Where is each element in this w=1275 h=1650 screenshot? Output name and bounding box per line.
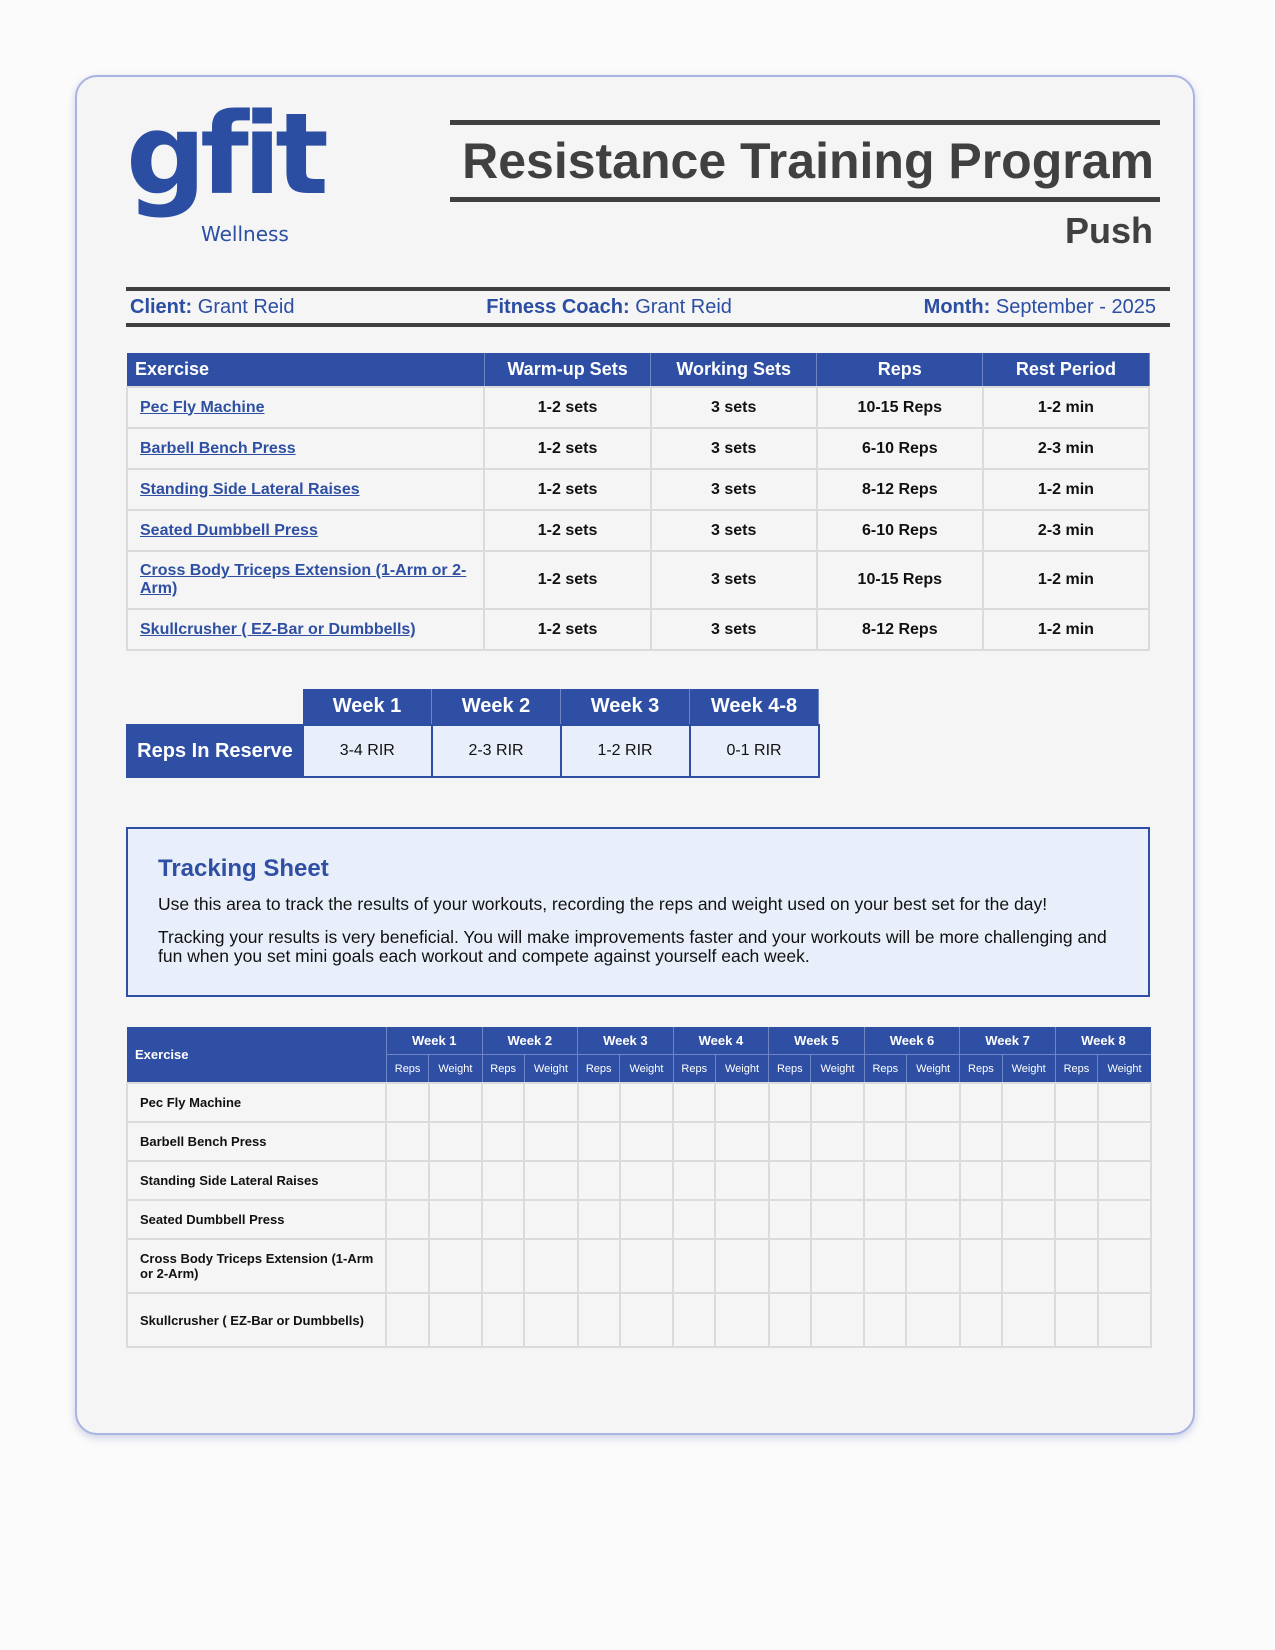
reps-entry-cell[interactable] (960, 1200, 1002, 1239)
weight-entry-cell[interactable] (906, 1293, 959, 1347)
reps-entry-cell[interactable] (578, 1239, 620, 1293)
rest-cell: 1-2 min (983, 469, 1149, 510)
weight-entry-cell[interactable] (906, 1200, 959, 1239)
reps-entry-cell[interactable] (673, 1083, 715, 1122)
reps-entry-cell[interactable] (1055, 1122, 1097, 1161)
table-row (127, 1122, 1151, 1161)
weight-entry-cell[interactable] (715, 1161, 768, 1200)
rir-value: 0-1 RIR (690, 725, 819, 777)
weight-entry-cell[interactable] (620, 1083, 673, 1122)
reps-entry-cell[interactable] (673, 1239, 715, 1293)
weight-entry-cell[interactable] (906, 1239, 959, 1293)
tracking-paragraph-2: Tracking your results is very beneficial. You will make improvements faster and your workouts will be more challenging and fun when you set mini goals each workout and compete against yourself each week. (158, 927, 1107, 966)
warmup-cell: 1-2 sets (484, 609, 650, 650)
exercise-link[interactable]: Barbell Bench Press (140, 439, 296, 457)
weight-subheader: Weight (620, 1055, 673, 1084)
exercise-link[interactable]: Cross Body Triceps Extension (1-Arm or 2-Arm) (140, 562, 467, 597)
log-exercise-name: Skullcrusher ( EZ-Bar or Dumbbells) (127, 1293, 386, 1347)
weight-entry-cell[interactable] (1098, 1239, 1151, 1293)
weight-entry-cell[interactable] (429, 1293, 482, 1347)
col-header-warmup: Warm-up Sets (484, 353, 650, 387)
reps-entry-cell[interactable] (673, 1293, 715, 1347)
reps-entry-cell[interactable] (864, 1122, 906, 1161)
rir-value: 3-4 RIR (303, 725, 432, 777)
rir-header-row (127, 689, 819, 725)
reps-entry-cell[interactable] (482, 1200, 524, 1239)
log-week-header: Week 6 (864, 1027, 960, 1055)
reps-cell: 6-10 Reps (817, 428, 983, 469)
log-week-header: Week 1 (386, 1027, 482, 1055)
table-row (127, 428, 1149, 469)
weight-entry-cell[interactable] (715, 1083, 768, 1122)
coach-info (486, 296, 732, 319)
col-header-rest: Rest Period (983, 353, 1149, 387)
reps-subheader: Reps (673, 1055, 715, 1084)
reps-entry-cell[interactable] (673, 1200, 715, 1239)
reps-entry-cell[interactable] (769, 1293, 811, 1347)
reps-entry-cell[interactable] (1055, 1083, 1097, 1122)
weight-subheader: Weight (429, 1055, 482, 1084)
working-cell: 3 sets (651, 469, 817, 510)
coach-label: Fitness Coach: (486, 295, 630, 318)
log-exercise-header: Exercise (127, 1027, 386, 1083)
tracking-paragraph-1: Use this area to track the results of your workouts, recording the reps and weight used on your best set for the day! (158, 894, 1048, 914)
reps-entry-cell[interactable] (864, 1239, 906, 1293)
logo-subtext: Wellness (201, 222, 289, 246)
rest-cell: 1-2 min (983, 387, 1149, 428)
reps-entry-cell[interactable] (482, 1122, 524, 1161)
gfit-logo (126, 90, 323, 249)
reps-entry-cell[interactable] (578, 1161, 620, 1200)
reps-entry-cell[interactable] (386, 1083, 428, 1122)
weight-entry-cell[interactable] (811, 1161, 864, 1200)
reps-cell: 10-15 Reps (817, 387, 983, 428)
weight-subheader: Weight (715, 1055, 768, 1084)
weight-subheader: Weight (811, 1055, 864, 1084)
reps-cell: 6-10 Reps (817, 510, 983, 551)
rir-week-header: Week 1 (303, 689, 432, 725)
weight-entry-cell[interactable] (1002, 1083, 1055, 1122)
reps-entry-cell[interactable] (1055, 1161, 1097, 1200)
log-week-header: Week 5 (769, 1027, 865, 1055)
working-cell: 3 sets (651, 551, 817, 609)
weight-entry-cell[interactable] (524, 1200, 577, 1239)
weight-entry-cell[interactable] (620, 1161, 673, 1200)
exercise-table (126, 353, 1150, 651)
table-row (127, 510, 1149, 551)
rir-label: Reps In Reserve (127, 725, 303, 777)
table-row (127, 469, 1149, 510)
weight-entry-cell[interactable] (1098, 1083, 1151, 1122)
log-week-header: Week 8 (1055, 1027, 1151, 1055)
weight-entry-cell[interactable] (906, 1122, 959, 1161)
weight-entry-cell[interactable] (906, 1083, 959, 1122)
reps-entry-cell[interactable] (482, 1161, 524, 1200)
rir-value: 1-2 RIR (561, 725, 690, 777)
rir-week-header: Week 3 (561, 689, 690, 725)
log-week-header: Week 2 (482, 1027, 578, 1055)
title-block (450, 120, 1160, 202)
coach-value: Grant Reid (635, 295, 732, 318)
reps-entry-cell[interactable] (1055, 1200, 1097, 1239)
reps-subheader: Reps (769, 1055, 811, 1084)
tracking-title: Tracking Sheet (158, 855, 329, 882)
weight-entry-cell[interactable] (429, 1239, 482, 1293)
reps-cell: 8-12 Reps (817, 469, 983, 510)
weight-subheader: Weight (1098, 1055, 1151, 1084)
table-row (127, 1161, 1151, 1200)
warmup-cell: 1-2 sets (484, 428, 650, 469)
client-value: Grant Reid (197, 295, 295, 318)
rir-week-header: Week 4-8 (690, 689, 819, 725)
reps-entry-cell[interactable] (578, 1200, 620, 1239)
table-row (127, 1239, 1151, 1293)
weight-entry-cell[interactable] (429, 1122, 482, 1161)
reps-cell: 10-15 Reps (817, 551, 983, 609)
log-table-body (127, 1083, 1151, 1347)
exercise-link[interactable]: Skullcrusher ( EZ-Bar or Dumbbells) (140, 620, 416, 638)
reps-entry-cell[interactable] (386, 1122, 428, 1161)
weight-entry-cell[interactable] (906, 1161, 959, 1200)
log-exercise-name: Standing Side Lateral Raises (127, 1161, 386, 1200)
weight-entry-cell[interactable] (1002, 1200, 1055, 1239)
rir-value: 2-3 RIR (432, 725, 561, 777)
reps-entry-cell[interactable] (960, 1293, 1002, 1347)
title-rule-bottom (450, 197, 1160, 202)
rir-table (126, 689, 820, 778)
log-exercise-name: Cross Body Triceps Extension (1-Arm or 2-Arm) (127, 1239, 386, 1293)
reps-entry-cell[interactable] (482, 1239, 524, 1293)
reps-entry-cell[interactable] (1055, 1239, 1097, 1293)
weight-entry-cell[interactable] (811, 1122, 864, 1161)
weight-entry-cell[interactable] (620, 1200, 673, 1239)
weight-entry-cell[interactable] (811, 1200, 864, 1239)
reps-entry-cell[interactable] (769, 1200, 811, 1239)
weight-entry-cell[interactable] (1002, 1122, 1055, 1161)
page-title: Resistance Training Program (462, 133, 1154, 189)
weight-entry-cell[interactable] (1002, 1161, 1055, 1200)
warmup-cell: 1-2 sets (484, 469, 650, 510)
reps-entry-cell[interactable] (960, 1122, 1002, 1161)
weight-entry-cell[interactable] (1098, 1293, 1151, 1347)
reps-entry-cell[interactable] (386, 1293, 428, 1347)
rest-cell: 2-3 min (983, 428, 1149, 469)
warmup-cell: 1-2 sets (484, 387, 650, 428)
weight-entry-cell[interactable] (715, 1239, 768, 1293)
weight-entry-cell[interactable] (715, 1122, 768, 1161)
exercise-table-header (127, 353, 1149, 387)
table-row (127, 609, 1149, 650)
weight-entry-cell[interactable] (620, 1122, 673, 1161)
warmup-cell: 1-2 sets (484, 551, 650, 609)
weight-entry-cell[interactable] (715, 1293, 768, 1347)
weight-subheader: Weight (524, 1055, 577, 1084)
reps-entry-cell[interactable] (769, 1161, 811, 1200)
log-week-header: Week 7 (960, 1027, 1056, 1055)
reps-entry-cell[interactable] (1055, 1293, 1097, 1347)
table-row (127, 387, 1149, 428)
weight-entry-cell[interactable] (1098, 1122, 1151, 1161)
weight-entry-cell[interactable] (620, 1293, 673, 1347)
weight-entry-cell[interactable] (429, 1083, 482, 1122)
log-week-header-row (127, 1027, 1151, 1055)
table-row (127, 1200, 1151, 1239)
weight-entry-cell[interactable] (811, 1293, 864, 1347)
reps-subheader: Reps (1055, 1055, 1097, 1084)
reps-entry-cell[interactable] (386, 1161, 428, 1200)
working-cell: 3 sets (651, 510, 817, 551)
reps-cell: 8-12 Reps (817, 609, 983, 650)
weight-entry-cell[interactable] (524, 1293, 577, 1347)
working-cell: 3 sets (651, 428, 817, 469)
reps-entry-cell[interactable] (386, 1239, 428, 1293)
reps-subheader: Reps (578, 1055, 620, 1084)
working-cell: 3 sets (651, 387, 817, 428)
logo-wordmark: gfit (126, 90, 323, 220)
weight-entry-cell[interactable] (429, 1161, 482, 1200)
log-week-header: Week 4 (673, 1027, 769, 1055)
weight-entry-cell[interactable] (429, 1200, 482, 1239)
reps-subheader: Reps (864, 1055, 906, 1084)
reps-entry-cell[interactable] (864, 1200, 906, 1239)
reps-entry-cell[interactable] (386, 1200, 428, 1239)
reps-entry-cell[interactable] (578, 1122, 620, 1161)
weight-entry-cell[interactable] (620, 1239, 673, 1293)
reps-entry-cell[interactable] (578, 1293, 620, 1347)
reps-entry-cell[interactable] (864, 1083, 906, 1122)
reps-entry-cell[interactable] (578, 1083, 620, 1122)
log-exercise-name: Barbell Bench Press (127, 1122, 386, 1161)
reps-entry-cell[interactable] (769, 1239, 811, 1293)
weight-entry-cell[interactable] (715, 1200, 768, 1239)
program-card (75, 75, 1195, 1435)
weight-entry-cell[interactable] (1098, 1200, 1151, 1239)
page-subtitle: Push (1064, 210, 1153, 251)
rest-cell: 1-2 min (983, 609, 1149, 650)
month-label: Month: (923, 295, 991, 318)
tracking-log-table (126, 1027, 1152, 1348)
weight-entry-cell[interactable] (811, 1083, 864, 1122)
col-header-reps: Reps (817, 353, 983, 387)
rir-blank-corner (127, 689, 303, 725)
month-info (924, 296, 1156, 319)
reps-entry-cell[interactable] (864, 1161, 906, 1200)
weight-entry-cell[interactable] (524, 1083, 577, 1122)
weight-entry-cell[interactable] (811, 1239, 864, 1293)
reps-entry-cell[interactable] (960, 1239, 1002, 1293)
rest-cell: 2-3 min (983, 510, 1149, 551)
table-row (127, 1083, 1151, 1122)
weight-entry-cell[interactable] (1002, 1239, 1055, 1293)
weight-entry-cell[interactable] (524, 1122, 577, 1161)
reps-entry-cell[interactable] (960, 1083, 1002, 1122)
info-bar (126, 287, 1170, 327)
reps-subheader: Reps (482, 1055, 524, 1084)
reps-entry-cell[interactable] (482, 1083, 524, 1122)
rir-week-header: Week 2 (432, 689, 561, 725)
exercise-link[interactable]: Pec Fly Machine (140, 398, 265, 416)
weight-subheader: Weight (1002, 1055, 1055, 1084)
weight-entry-cell[interactable] (1098, 1161, 1151, 1200)
table-row (127, 551, 1149, 609)
col-header-exercise: Exercise (127, 353, 484, 387)
weight-entry-cell[interactable] (1002, 1293, 1055, 1347)
weight-subheader: Weight (906, 1055, 959, 1084)
rir-value-row (127, 725, 819, 777)
client-label: Client: (130, 295, 193, 318)
reps-entry-cell[interactable] (769, 1083, 811, 1122)
reps-subheader: Reps (386, 1055, 428, 1084)
reps-entry-cell[interactable] (673, 1122, 715, 1161)
table-row (127, 1293, 1151, 1347)
working-cell: 3 sets (651, 609, 817, 650)
month-value: September - 2025 (995, 295, 1156, 318)
weight-entry-cell[interactable] (524, 1161, 577, 1200)
log-exercise-name: Seated Dumbbell Press (127, 1200, 386, 1239)
reps-entry-cell[interactable] (960, 1161, 1002, 1200)
reps-entry-cell[interactable] (673, 1161, 715, 1200)
reps-entry-cell[interactable] (864, 1293, 906, 1347)
reps-entry-cell[interactable] (769, 1122, 811, 1161)
reps-subheader: Reps (960, 1055, 1002, 1084)
log-exercise-name: Pec Fly Machine (127, 1083, 386, 1122)
reps-entry-cell[interactable] (482, 1293, 524, 1347)
exercise-link[interactable]: Standing Side Lateral Raises (140, 480, 360, 498)
col-header-working: Working Sets (651, 353, 817, 387)
client-info (130, 296, 295, 319)
exercise-link[interactable]: Seated Dumbbell Press (140, 521, 318, 539)
warmup-cell: 1-2 sets (484, 510, 650, 551)
rest-cell: 1-2 min (983, 551, 1149, 609)
log-week-header: Week 3 (578, 1027, 674, 1055)
weight-entry-cell[interactable] (524, 1239, 577, 1293)
tracking-info-box (126, 827, 1150, 997)
